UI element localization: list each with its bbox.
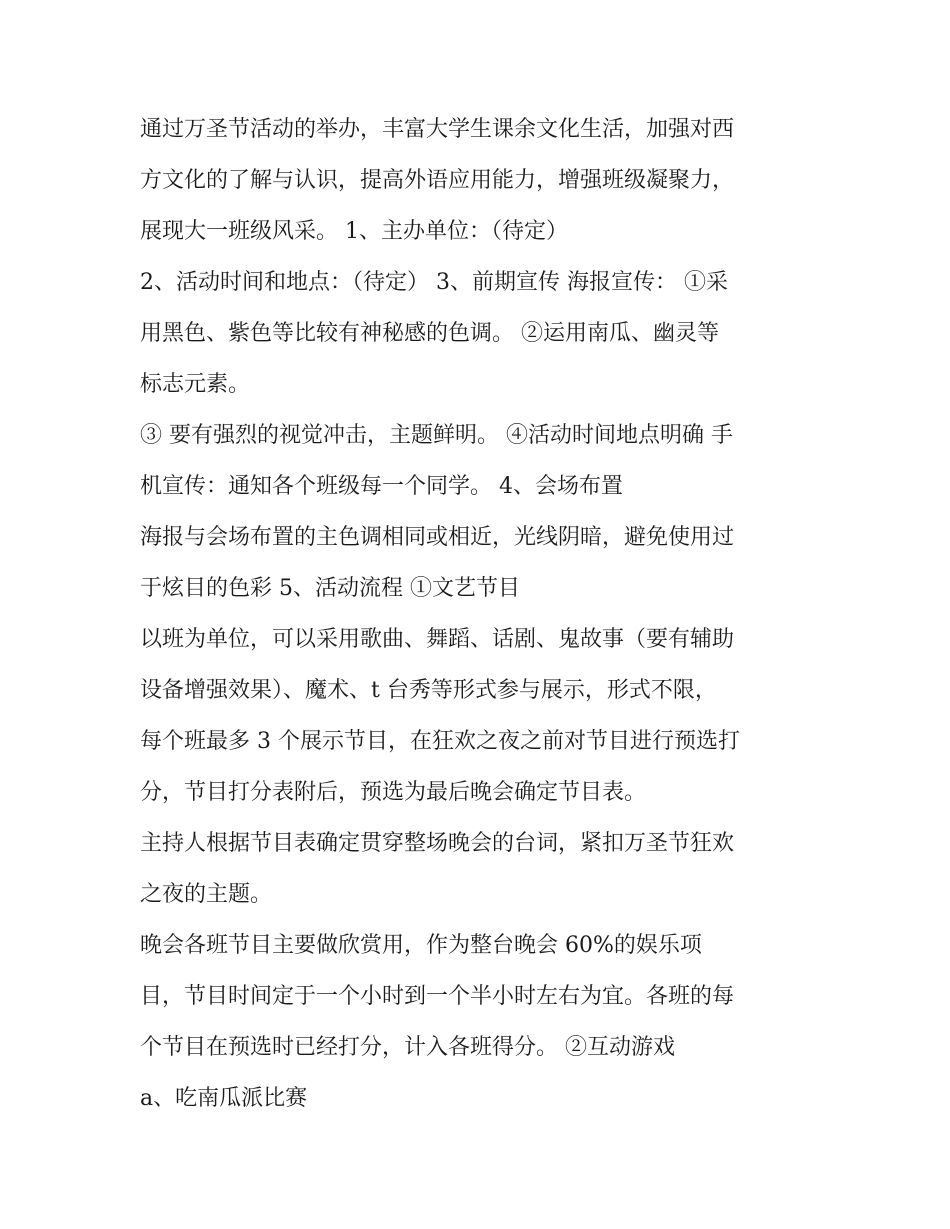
- text-line: 目，节目时间定于一个小时到一个半小时左右为宜。各班的每: [140, 984, 735, 1009]
- text-line: 以班为单位，可以采用歌曲、舞蹈、话剧、鬼故事（要有辅助: [140, 627, 735, 652]
- text-line: 通过万圣节活动的举办，丰富大学生课余文化生活，加强对西: [140, 117, 735, 142]
- text-line: 展现大一班级风采。 1、主办单位：（待定）: [140, 219, 568, 244]
- text-line: 晚会各班节目主要做欣赏用，作为整台晚会 60%的娱乐项: [140, 933, 702, 958]
- text-line: 每个班最多 3 个展示节目，在狂欢之夜之前对节目进行预选打: [140, 729, 740, 754]
- text-line: 方文化的了解与认识，提高外语应用能力，增强班级凝聚力，: [140, 168, 735, 193]
- text-line: 于炫目的色彩 5、活动流程 ①文艺节目: [140, 576, 520, 601]
- text-line: 机宣传：通知各个班级每一个同学。 4、会场布置: [140, 474, 623, 499]
- text-line: ③ 要有强烈的视觉冲击，主题鲜明。 ④活动时间地点明确 手: [140, 423, 733, 448]
- text-line: 海报与会场布置的主色调相同或相近，光线阴暗，避免使用过: [140, 525, 735, 550]
- body-text: [140, 104, 820, 1124]
- text-line: 标志元素。: [140, 372, 251, 397]
- text-line: 之夜的主题。: [140, 882, 273, 907]
- text-line: 2、活动时间和地点：（待定） 3、前期宣传 海报宣传： ①采: [140, 270, 728, 295]
- text-line: a、吃南瓜派比赛: [140, 1086, 308, 1111]
- text-line: 分，节目打分表附后，预选为最后晚会确定节目表。: [140, 780, 647, 805]
- text-line: 主持人根据节目表确定贯穿整场晚会的台词，紧扣万圣节狂欢: [140, 831, 735, 856]
- text-line: 用黑色、紫色等比较有神秘感的色调。 ②运用南瓜、幽灵等: [140, 321, 719, 346]
- text-line: 个节目在预选时已经打分，计入各班得分。 ②互动游戏: [140, 1035, 675, 1060]
- text-line: 设备增强效果）、魔术、t 台秀等形式参与展示，形式不限，: [140, 678, 717, 703]
